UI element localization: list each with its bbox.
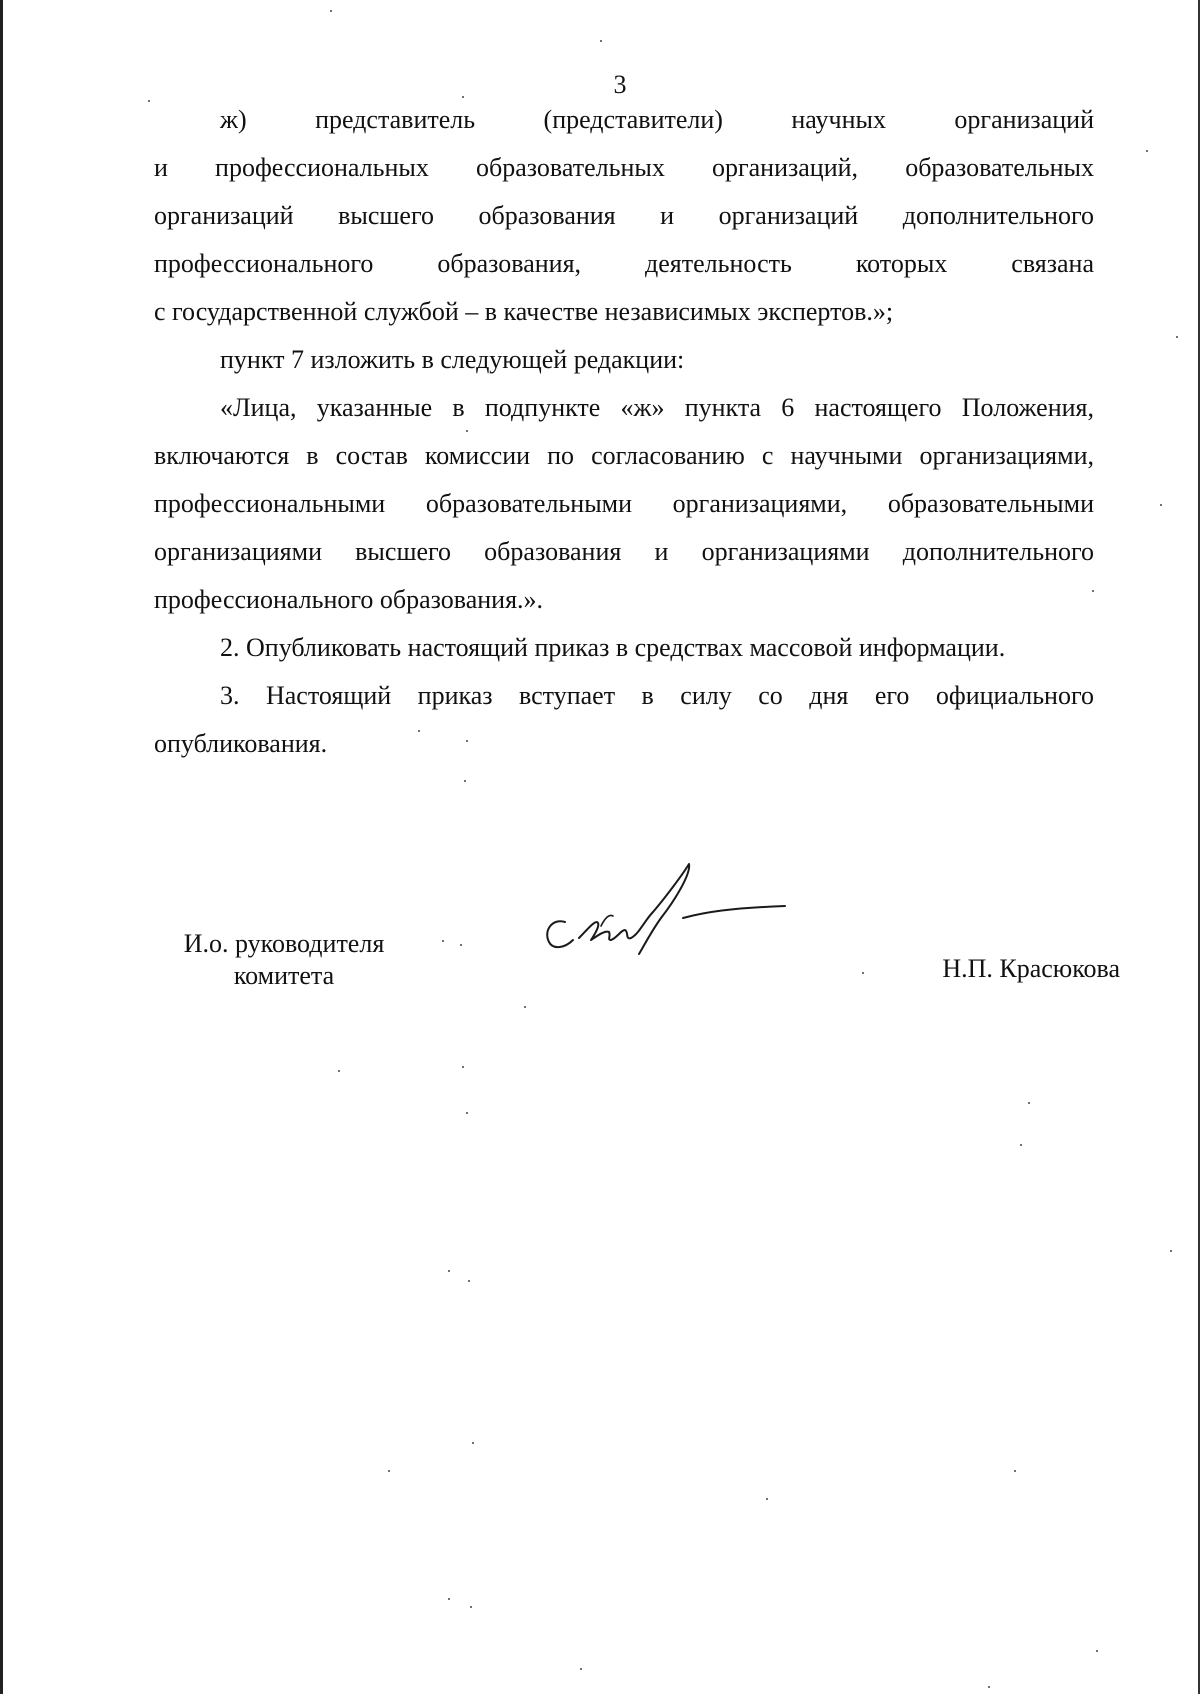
- page-number: 3: [613, 70, 627, 99]
- scan-speck: [148, 100, 150, 102]
- scan-speck: [472, 1442, 474, 1444]
- scan-speck: [466, 430, 468, 432]
- paragraph-5-line-1: 3. Настоящий приказ вступает в силу со дня его официального: [220, 681, 1094, 710]
- scan-speck: [448, 1270, 450, 1272]
- paragraph-4-line-1: 2. Опубликовать настоящий приказ в средствах массовой информации.: [220, 633, 1006, 662]
- scan-speck: [330, 10, 332, 12]
- scan-speck: [1020, 1144, 1022, 1146]
- signatory-position: [154, 928, 414, 992]
- paragraph-3-line-3: профессиональными образовательными организациями, образовательными: [154, 489, 1094, 518]
- scan-speck: [466, 1112, 468, 1114]
- scan-speck: [388, 1470, 390, 1472]
- paragraph-1-line-3: организаций высшего образования и организаций дополнительного: [154, 201, 1094, 230]
- scan-speck: [468, 1280, 470, 1282]
- scan-speck: [462, 1066, 464, 1068]
- scan-speck: [338, 1070, 340, 1072]
- scan-speck: [418, 730, 420, 732]
- paragraph-1-line-2: и профессиональных образовательных организаций, образовательных: [154, 153, 1094, 182]
- scan-speck: [1028, 1102, 1030, 1104]
- document-body: [154, 96, 1094, 768]
- scan-speck: [988, 1686, 990, 1688]
- scan-speck: [580, 1668, 582, 1670]
- paragraph-3-line-1: «Лица, указанные в подпункте «ж» пункта 6 настоящего Положения,: [220, 393, 1094, 422]
- scan-speck: [600, 40, 602, 42]
- scan-speck: [1014, 1470, 1016, 1472]
- scan-speck: [470, 1606, 472, 1608]
- paragraph-1-line-1: ж) представитель (представители) научных организаций: [220, 105, 1094, 134]
- signatory-position-line-1: И.о. руководителя: [183, 929, 385, 958]
- scan-speck: [1096, 1650, 1098, 1652]
- paragraph-3-line-2: включаются в состав комиссии по согласованию с научными организациями,: [154, 441, 1094, 470]
- scan-speck: [1170, 1250, 1172, 1252]
- scan-speck: [1146, 150, 1148, 152]
- signatory-position-line-2: комитета: [233, 961, 335, 990]
- paragraph-3-line-4: организациями высшего образования и организациями дополнительного: [154, 537, 1094, 566]
- paragraph-2-line-1: пункт 7 изложить в следующей редакции:: [220, 345, 685, 374]
- paragraph-3-line-5: профессионального образования.».: [154, 585, 544, 614]
- scan-speck: [524, 1006, 526, 1008]
- paragraph-1-line-5: с государственной службой – в качестве независимых экспертов.»;: [154, 297, 894, 326]
- scan-speck: [466, 740, 468, 742]
- scan-speck: [1160, 504, 1162, 506]
- paragraph-5-line-2: опубликования.: [154, 729, 328, 758]
- scan-speck: [448, 1598, 450, 1600]
- scan-speck: [862, 972, 864, 974]
- scan-speck: [442, 940, 444, 942]
- scan-speck: [460, 944, 462, 946]
- scan-speck: [462, 96, 464, 98]
- scan-speck: [766, 1498, 768, 1500]
- scan-speck: [464, 780, 466, 782]
- scan-speck: [1176, 336, 1178, 338]
- handwritten-signature: [535, 860, 795, 970]
- scan-speck: [1092, 590, 1094, 592]
- page-left-edge: [0, 0, 3, 1694]
- paragraph-1-line-4: профессионального образования, деятельность которых связана: [154, 249, 1094, 278]
- signatory-name: Н.П. Красюкова: [942, 954, 1120, 983]
